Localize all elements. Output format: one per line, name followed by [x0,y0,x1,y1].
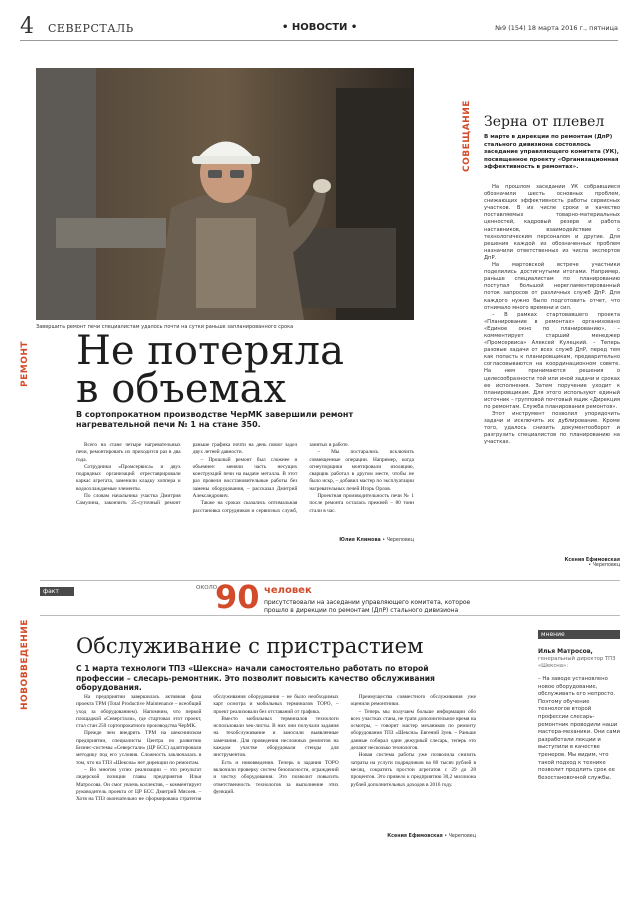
section-label-service: НОВОВВЕДЕНИЕ [20,619,30,710]
section-label-meeting: СОВЕЩАНИЕ [462,100,472,172]
article-lead-meeting: В марте в дирекции по ремонтам (ДпР) стального дивизиона состоялось заседание управляющего комитета (УК), посвященное проекту «Организационная эффективность в ремонтах». [484,134,619,171]
worker-photo-image [36,68,414,320]
author-city: Череповец [386,538,414,543]
article-title-meeting: Зерна от плевел [484,114,605,130]
paragraph: По словам начальника участка Дмитрия Самулина, закончить 25-суточный ремонт раньше графика почти на день помог задел двух летней давности. [76,442,298,507]
article-body-meeting [484,184,620,568]
fact-number: 90 [215,578,260,616]
paragraph: – Теперь мы получаем больше информации обо всех участках стана, не тратя дополнительное время на осмотры, – говорит мастер механиков по ремонту оборудования ТПЗ «Шексна» Евгений Зуев. – Раньше данные собирал один дежурный слесарь, теперь это делают несколько технологов. [350,708,476,752]
opinion-role: генеральный директор ТПЗ «Шексна»: [538,656,616,669]
paragraph: На мартовской встрече участники поделились достигнутыми итогами. Например, раньше специалистам по планированию поступал большой нерегламентированный поток запросов от различных служб ДпР. Для каждого нужно было подготовить отчет, что отнимало много времени и сил. [484,262,620,311]
paragraph: – В рамках стартовавшего проекта «Планирование в ремонтах» организовано «Единое окно по планированию», – комментирует старший менеджер «Промсервиса» Алексей Кулецкий. – Теперь разовые задачи от всех служб ДпР, перед тем как попасть к планировщикам, предварительно согласовываются на координационном совете. На нем принимаются решения о целесообразности той или иной задачи и сроках ее исполнения. Затем поручение уходит к планировщикам. Для этого используют единый источник – групповой почтовый ящик «Дирекция по ремонтам. Служба планирования ремонтов». [484,311,620,410]
bullet-icon: • [282,22,289,33]
paragraph: На предприятии завершилась активная фаза проекта TPM (Total Productive Maintenance – всеобщий уход за оборудованием). Напомним, что первой площадкой «Северстали», где стартовал этот проект, стал стан 250 сортопрокатного производства ЧерМК. [76,694,202,730]
article-title-repair [76,328,406,412]
photo [36,68,414,320]
bullet-icon: • [350,22,358,33]
byline-repair: Юлия Климова • Череповец [339,538,414,543]
fact-box [40,580,620,616]
author-name: Ксения Ефимовская [564,558,620,563]
paragraph: Также на сроках сказались оптимальная расстановка сотрудников и сервисных служб, занятых в работе. [192,442,349,514]
author-city: Череповец [592,563,620,568]
byline-meeting: Ксения Ефимовская • Череповец [564,558,620,568]
author-name: Юлия Климова [339,538,381,543]
section-title [282,22,357,33]
paragraph: Проектная производительность печи № 1 после ремонта осталась прежней – 80 тонн стали в час. [309,493,414,514]
paragraph: Этот инструмент позволил упорядочить задачи и исключить их дублирование. Кроме того, удалось снизить документооборот и разгрузить специалистов по планированию на участках. [484,411,620,446]
author-name: Ксения Ефимовская [387,834,443,839]
paragraph: – Во многом успех реализации – это результат лидерской позиции главы предприятия Ильи Матросова. Он смог увлечь коллектив, – комментирует руководитель проекта от ЦР БСС Дмитрий Мясоев. – Хотя на ТПЗ окончательно не сформирована стратегия обслуживания оборудования – не было необходимых карт осмотра и мобильных терминалов TOPO, – проект реализовали без отставаний от графика. [76,694,339,803]
paragraph: Преимущества совместного обслуживания уже оценили ремонтники. [350,694,476,708]
opinion-box [538,630,620,860]
header-rule [20,40,618,41]
article-body-repair [76,442,414,538]
article-lead-repair: В сортопрокатном производстве ЧерМК завершили ремонт нагревательной печи № 1 на стане 350. [76,410,354,429]
paragraph: Новая система работы уже позволила снизить затраты на услуги подрядчиков на 80 тысяч рублей в месяц, сократить простои агрегатов с 29 до 28 процентов. Это привело к предприятию 30,2 миллиона рублей дополнительных доходов в 2016 году. [350,752,476,788]
paragraph: На прошлом заседании УК собравшиеся обозначили шесть основных проблем, снижающих эффективность работы сервисных участков. В их числе сроки и качество поставляемых товарно-материальных ценностей, кадровый резерв и работа наставников, взаимодействие с технологическим персоналом и другие. Для решения каждой из обозначенных проблем назначили ответственных из числа экспертов ДпР. [484,184,620,261]
author-city: Череповец [448,834,476,839]
fact-unit: человек [264,585,312,596]
opinion-text: – На заводе установлено новое оборудование, обслуживать его непросто. Поэтому обучение технологов второй профессии слесарь-ремонтник проводили наши мастера-механики. Они сами разработали лекции и выступили в качестве тренеров. Мы видим, что такой подход к технике позволит продлить срок ее безостановочной службы. [538,676,620,781]
fact-text: присутствовали на заседании управляющего комитета, которое прошло в дирекции по ремонтам (ДпР) стального дивизиона [264,599,471,614]
article-lead-service: С 1 марта технологи ТПЗ «Шексна» начали самостоятельно работать по второй профессии – слесарь-ремонтник. Это позволит повысить качество обслуживания оборудования. [76,664,435,693]
byline-service: Ксения Ефимовская • Череповец [387,834,476,839]
paper-name: СЕВЕРСТАЛЬ [48,22,134,35]
opinion-tag: мнение [538,630,620,639]
photo-caption: Завершить ремонт печи специалистам удалось почти на сутки раньше запланированного срока [36,324,294,330]
page-header [20,14,618,40]
article-title-service: Обслуживание с пристрастием [76,634,424,658]
paragraph: Всего на стане четыре нагревательных печи, ремонтировать их приходится раз в два года. [76,442,181,463]
paragraph: – Мы постарались исключить совмещенные операции. Например, когда огнеупорщики монтировали изоляцию, сварщик работал в другом месте, чтобы не было искр, – добавил мастер по эксплуатации нагревательных печей Игорь Орлов. [309,449,414,492]
paragraph: Прежде чем внедрить TPM на шекснинском предприятии, специалисты Центра по развитию Бизнес-системы «Северстали» (ЦР БСС) адаптировали методику под его условия. Сложность заключалась в том, что на ТПЗ «Шексна» нет дирекции по ремонтам. [76,730,202,766]
opinion-name: Илья Матросов, [538,648,593,655]
page-number: 4 [20,14,34,39]
paragraph: Вместо мобильных терминалов технологи использовали чек-листы. В них они получали задания на техобслуживание и заносили выявленные замечания. Для проведения несложных ремонтов на каждом участке оборудовали стенды для инструментов. [213,715,339,759]
paragraph: Есть и нововведения. Теперь в задания TOPO включили проверку систем безопасности, ограждений и чистку оборудования. Это позволит повысить ответственность технологов за выполнение этих функций. [213,759,339,795]
section-label-repair: РЕМОНТ [20,340,30,388]
title-line-1: Не потеряла [76,328,344,374]
section-label: НОВОСТИ [291,22,348,33]
fact-tag: факт [40,587,74,596]
article-body-service [76,694,476,832]
title-line-2: в объемах [76,366,287,412]
paragraph: Сотрудники «Промсервиса» и двух подрядных организаций отреставрировали каркас агрегата, заменили кладку хоппера и водоохлаждаемые элементы. [76,463,181,492]
fact-about: ОКОЛО [196,585,218,591]
issue-info: №9 (154) 18 марта 2016 г., пятница [495,24,618,32]
paragraph: – Прошлый ремонт был сложнее и объемнее: меняли часть несущих конструкций печи на выдаче металла. В этот раз провели восстановительные работы без замены оборудования, – рассказал Дмитрий Александрович. [192,456,298,500]
